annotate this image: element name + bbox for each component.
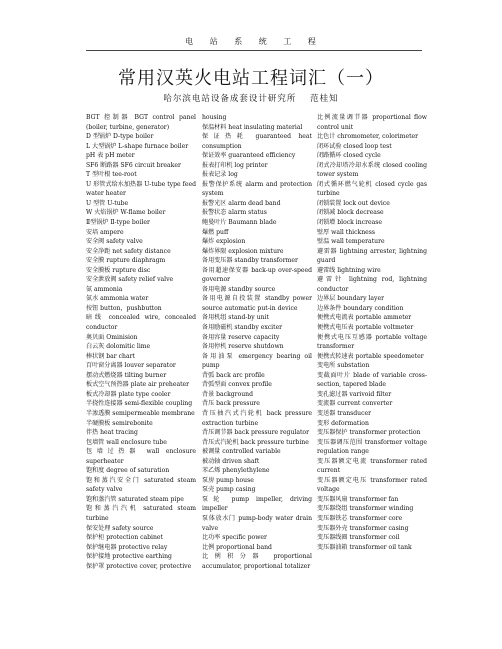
glossary-entry: 泵轮 pump impeller, driving impeller — [202, 495, 312, 513]
glossary-entry: 伴热 heat tracing — [86, 429, 138, 437]
glossary-entry: T 型叶根 tee-root — [86, 171, 137, 179]
glossary-entry: 保证效率 guaranteed efficiency — [202, 152, 296, 160]
glossary-entry: 备用超速保安器 back-up over-speed governor — [202, 266, 312, 284]
glossary-entry: 安全泄放阀 safety relief valve — [86, 276, 174, 284]
glossary-entry: 变压器风扇 transformer fan — [317, 495, 399, 503]
glossary-entry: 爆炸界限 explosion mixture — [202, 247, 284, 255]
glossary-entry: 变压器绕组 transformer winding — [317, 505, 414, 513]
glossary-entry: 备用机组 stand-by unit — [202, 314, 269, 322]
glossary-entry: 饱和蒸汽管 saturated steam pipe — [86, 495, 184, 503]
glossary-entry: 安全净距 net safety distance — [86, 247, 171, 255]
glossary-entry: 鲍曼叶片 Baumann blade — [202, 219, 277, 227]
glossary-entry: 避雷针 lightning rod, lightning conductor — [317, 276, 427, 293]
glossary-entry: 背压抽汽式汽轮机 back pressure extraction turbine — [202, 409, 312, 427]
glossary-entry: 壁温 wall temperature — [317, 238, 385, 246]
glossary-entry: 被动轴 driven shaft — [202, 457, 260, 465]
glossary-entry: 报表记录 log — [202, 171, 238, 179]
glossary-entry: 板式冷却器 plate type cooler — [86, 390, 171, 398]
glossary-entry: L 大型锅炉 L-shape furnace boiler — [86, 142, 189, 150]
glossary-entry: 比例 proportional band — [202, 543, 272, 551]
glossary-entry: 闭路循环 closed cycle — [317, 152, 381, 160]
page-title: 常用汉英火电站工程词汇（一） — [118, 68, 384, 89]
glossary-entry: 变流器 current converter — [317, 400, 393, 408]
author-org: 哈尔滨电站设备成套设计研究所 — [163, 94, 297, 104]
glossary-entry: 饱和蒸汽安全门 saturated steam safety valve — [86, 476, 196, 494]
glossary-entry: 便携式电流表 portable ammeter — [317, 314, 412, 322]
glossary-entry: 保温材料 heat insulating material — [202, 123, 303, 131]
glossary-entry: U 形管式给水加热器 U-tube type feed water heater — [86, 180, 196, 198]
glossary-entry: 背压 back pressure — [202, 400, 260, 408]
glossary-entry: 报表打印机 log printer — [202, 161, 268, 169]
glossary-entry: 避雷线 lightning wire — [317, 266, 381, 274]
glossary-entry: 变孔滤过器 varivoid filter — [317, 390, 392, 398]
running-header: 电 站 系 统 工 程 — [86, 36, 422, 51]
glossary-column-3 — [317, 113, 427, 552]
glossary-entry: D 型锅炉 D-type boiler — [86, 133, 154, 141]
author-line — [0, 92, 502, 104]
glossary-entry: 保护继电器 protective relay — [86, 543, 168, 551]
glossary-entry: 包墙过热器 wall enclosure superheater — [86, 448, 196, 465]
glossary-entry: 变形 deformation — [317, 419, 369, 427]
glossary-entry: 备用变压器 standby transformer — [202, 257, 298, 265]
glossary-entry: 保安处理 safety source — [86, 524, 154, 532]
glossary-entry: 闭环试验 closed loop test — [317, 142, 392, 150]
glossary-entry: 便携式转速表 portable speedometer — [317, 352, 424, 360]
glossary-entry: 按钮 button，pushbutton — [86, 304, 162, 312]
glossary-entry: 闭锁增 block increase — [317, 219, 382, 227]
glossary-entry: 比色计 chromometer, colorimeter — [317, 133, 419, 141]
glossary-entry: W 火焰锅炉 W-flame boiler — [86, 209, 166, 217]
glossary-entry: 泵房 pump house — [202, 476, 254, 484]
glossary-entry: 边界层 boundary layer — [317, 295, 385, 303]
glossary-entry: 便携式电压表 portable voltmeter — [317, 324, 414, 332]
glossary-entry: SF6 断路器 SF6 circuit breaker — [86, 161, 181, 169]
glossary-column-1 — [86, 113, 196, 571]
glossary-entry: 背压调节器 back pressure regulator — [202, 429, 309, 437]
glossary-entry: 备用电源 standby source — [202, 285, 276, 293]
glossary-entry: 闭锁减 block decrease — [317, 209, 384, 217]
glossary-entry: 变电所 substation — [317, 362, 370, 370]
glossary-entry: 背弧型面 convex profile — [202, 381, 272, 389]
glossary-entry: 保护接地 protective earthing — [86, 553, 172, 561]
glossary-entry: 备用电源自投装置 standby power source automatic put-in device — [202, 295, 312, 312]
glossary-entry: 爆炸 explosion — [202, 238, 246, 246]
glossary-entry: 背弧 back arc profile — [202, 371, 265, 379]
glossary-entry: BGT 控制器 BGT control panel (boiler, turbine, generator) — [86, 114, 196, 131]
glossary-entry: pH 表 pH meter — [86, 152, 135, 160]
glossary-entry: 爆燃 puff — [202, 228, 229, 236]
glossary-entry: 变压器额定电流 transformer rated current — [317, 457, 427, 475]
glossary-entry: 比例积分器 proportional accumulator, proportional totalizer — [202, 553, 312, 570]
glossary-entry: 泵壳 pump casing — [202, 486, 256, 494]
glossary-entry: 便携式电压互感器 portable voltage transformer — [317, 333, 427, 351]
glossary-entry: Ⅱ型锅炉 Ⅱ-type boiler — [86, 219, 150, 227]
glossary-entry: U 型管 U-tube — [86, 199, 129, 207]
glossary-entry: housing — [202, 114, 227, 121]
glossary-entry: 报警状态 alarm status — [202, 209, 267, 217]
glossary-entry: 饱和度 degree of saturation — [86, 467, 170, 475]
glossary-entry: 背景 background — [202, 390, 253, 398]
glossary-entry: 报警光区 alarm dead band — [202, 199, 281, 207]
glossary-entry: 包墙管 wall enclosure tube — [86, 438, 167, 446]
glossary-entry: 变压器油箱 transformer oil tank — [317, 543, 412, 551]
glossary-entry: 变压器外壳 transformer casing — [317, 524, 409, 532]
glossary-entry: 安全膜 rupture diaphragm — [86, 257, 166, 265]
glossary-entry: 边界条件 boundary condition — [317, 304, 404, 312]
glossary-entry: 安全膜板 rupture disc — [86, 266, 151, 274]
glossary-entry: 闭式冷却塔冷却水系统 closed cooling tower system — [317, 161, 427, 179]
glossary-entry: 氨 ammonia — [86, 285, 123, 293]
glossary-entry: 白云灰 dolomitic lime — [86, 343, 151, 351]
glossary-entry: 比例流量调节器 proportional flow control unit — [317, 114, 427, 131]
glossary-entry: 被调量 controlled variable — [202, 448, 281, 456]
glossary-entry: 棒状钢 bar chart — [86, 352, 135, 360]
glossary-entry: 泵体放水门 pump-body water drain valve — [202, 514, 312, 532]
glossary-entry: 备用容量 reserve capacity — [202, 333, 280, 341]
glossary-entry: 避雷器 lightning arrester, lightning guard — [317, 247, 427, 265]
glossary-entry: 变截面叶片 blade of variable cross-section, tapered blade — [317, 371, 427, 389]
glossary-entry: 备用停机 reserve shutdown — [202, 343, 284, 351]
glossary-entry: 饱和蒸汽汽机 saturated steam turbine — [86, 505, 196, 522]
glossary-entry: 闭锁装置 lock out device — [317, 199, 390, 207]
glossary-entry: 板式空气预热器 plate air preheater — [86, 381, 190, 389]
glossary-entry: 奥贝面 Ominision — [86, 333, 138, 341]
glossary-entry: 安培 ampere — [86, 228, 124, 236]
glossary-entry: 备用油泵 emergency bearing oil pump — [202, 352, 312, 370]
glossary-entry: 安全阀 safety valve — [86, 238, 143, 246]
glossary-entry: 壁厚 wall thickness — [317, 228, 376, 236]
glossary-entry: 暗线 concealed wire, concealed conductor — [86, 314, 196, 332]
glossary-entry: 变压器调压范围 transformer voltage regulation range — [317, 438, 427, 456]
glossary-entry: 变压器保护 transformer protection — [317, 429, 421, 437]
glossary-entry: 百叶窗分离器 louver separator — [86, 362, 176, 370]
glossary-entry: 变压器额定电压 transformer rated voltage — [317, 476, 427, 494]
glossary-entry: 变压器线圈 transformer coil — [317, 534, 400, 542]
glossary-column-2 — [202, 113, 312, 571]
glossary-entry: 保护柜 protection cabinet — [86, 534, 163, 542]
glossary-entry: 闭式循环燃气轮机 closed cycle gas turbine — [317, 180, 427, 198]
author-name: 范桂知 — [310, 94, 339, 104]
glossary-entry: 保护罩 protective cover, protective — [86, 562, 192, 570]
glossary-entry: 苯乙烯 phenylethylene — [202, 467, 270, 475]
glossary-entry: 氨水 ammonia water — [86, 295, 149, 303]
glossary-entry: 比功率 specific power — [202, 534, 267, 542]
glossary-entry: 变压器铁芯 transformer core — [317, 514, 403, 522]
glossary-entry: 半硬膜板 semirebonite — [86, 419, 153, 427]
glossary-entry: 保证热耗 guaranteed heat consumption — [202, 133, 312, 150]
glossary-entry: 摆动式燃烧器 tilting burner — [86, 371, 167, 379]
glossary-entry: 报警保护系统 alarm and protection system — [202, 180, 312, 198]
glossary-entry: 背压式汽轮机 back pressure turbine — [202, 438, 309, 446]
glossary-entry: 备用励磁机 standby exciter — [202, 324, 283, 332]
glossary-entry: 变送器 transducer — [317, 409, 372, 417]
glossary-entry: 半挠性连接器 semi-flexible coupling — [86, 400, 193, 408]
glossary-entry: 半渗透膜 semipermeable membrane — [86, 409, 195, 417]
